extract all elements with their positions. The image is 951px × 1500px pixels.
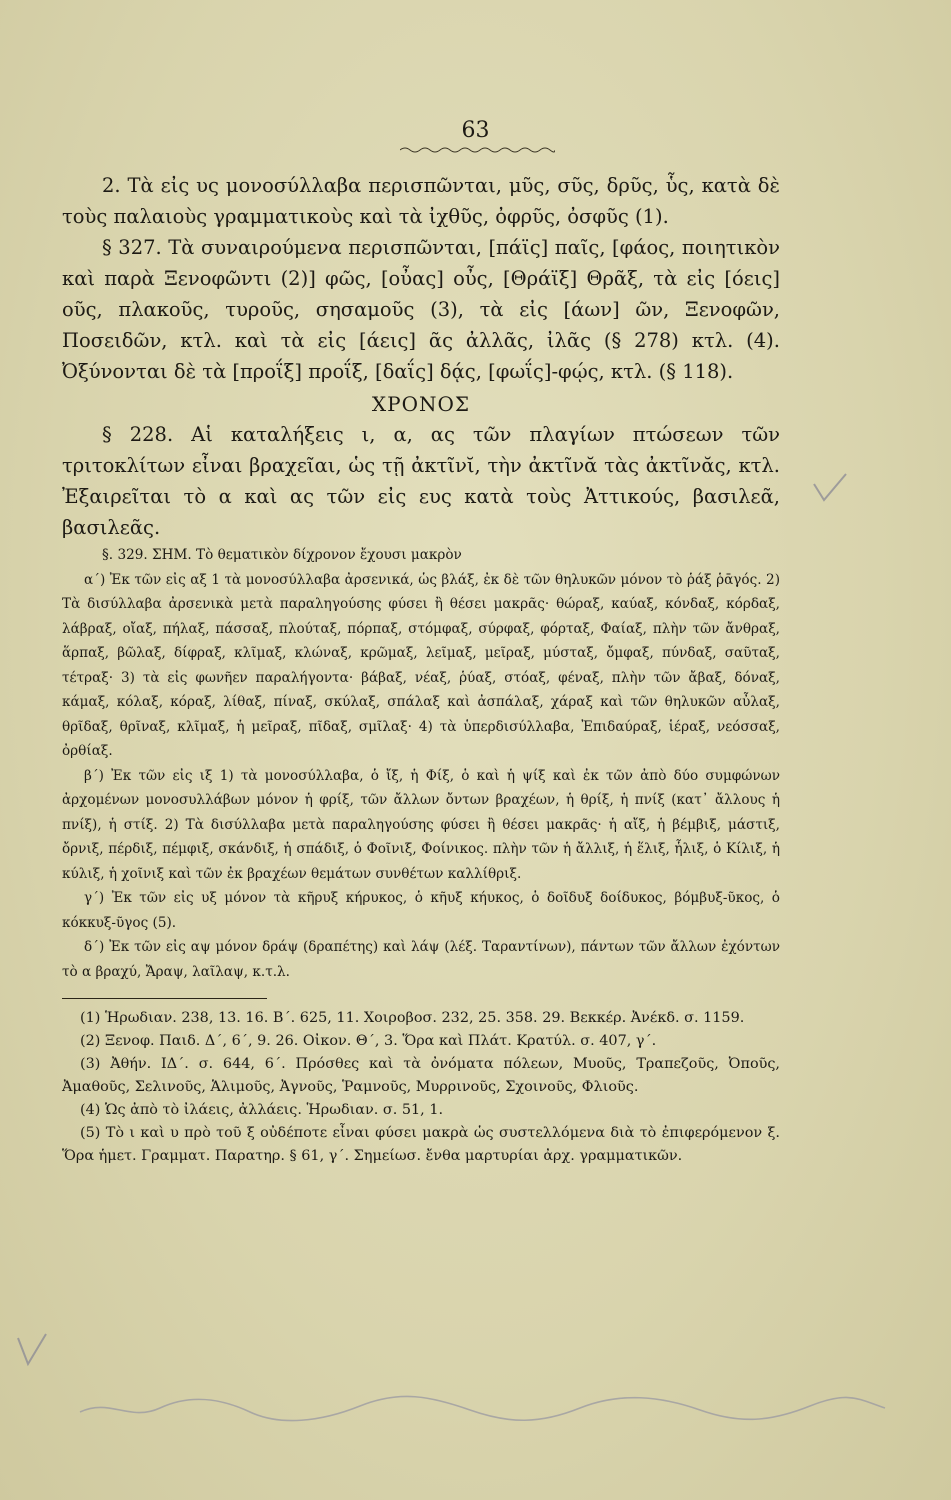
footnote-2: (2) Ξενοφ. Παιδ. Δ΄, 6΄, 9. 26. Οἰκον. Θ΄, 3. Ὅρα καὶ Πλάτ. Κρατύλ. σ. 407, γ΄. [80,1033,657,1049]
main-text [62,170,780,1168]
sub-a: α΄) Ἐκ τῶν εἰς αξ 1 τὰ μονοσύλλαβα ἀρσενικά, ὡς βλάξ, ἐκ δὲ τῶν θηλυκῶν μόνον τὸ ῥάξ ῥᾱγός. 2) Τὰ δισύλλαβα ἀρσενικὰ μετὰ παραληγούσης φύσει ἢ θέσει μακρᾶς· θώραξ, καύαξ, κόνδαξ, κόρδαξ, λάβραξ, οἴαξ, πήλαξ, πάσσαξ, πλούταξ, πόρπαξ, στόμφαξ, σύρφαξ, φόρταξ, Φαίαξ, πλὴν τῶν ἄνθραξ, ἅρπαξ, βῶλαξ, δίφραξ, κλῖμαξ, κλώναξ, κρῶμαξ, λεῖμαξ, μεῖραξ, μύσταξ, ὄμφαξ, πύνδαξ, σαῦταξ, τέτραξ· 3) τὰ εἰς φωνῆεν παραλήγοντα· βάβαξ, νέαξ, ῥύαξ, στόαξ, φέναξ, πλὴν τῶν ἄβαξ, δόναξ, κάμαξ, κόλαξ, κόραξ, λίθαξ, πίναξ, σκύλαξ, σπάλαξ καὶ ἀσπάλαξ, χάραξ καὶ τῶν θηλυκῶν αὖλαξ, θρῖδαξ, θρῖναξ, κλῖμαξ, ἡ μεῖραξ, πῖδαξ, σμῖλαξ· 4) τὰ ὑπερδισύλλαβα, Ἐπιδαύραξ, ἱέραξ, νεόσσαξ, ὀρθίαξ. [62,571,780,759]
sub-c: γ΄) Ἐκ τῶν εἰς υξ μόνον τὰ κῆρυξ κήρυκος, ὁ κῆυξ κήυκος, ὁ δοῖδυξ δοίδυκος, βόμβυξ-ῦκος, ὁ κόκκυξ-ῦγος (5). [62,890,780,931]
footnote-rule [62,998,267,999]
pencil-checkmark-left [14,1330,50,1370]
sub-d: δ΄) Ἐκ τῶν εἰς αψ μόνον δράψ (δραπέτης) καὶ λάψ (λέξ. Ταραντίνων), πάντων τῶν ἄλλων ἐχόντων τὸ α βραχύ, Ἄραψ, λαῖλαψ, κ.τ.λ. [62,939,780,980]
paragraph-2: 2. Τὰ εἰς υς μονοσύλλαβα περισπῶνται, μῦς, σῦς, δρῦς, ὗς, κατὰ δὲ τοὺς παλαιοὺς γραμματικοὺς καὶ τὰ ἰχθῦς, ὀφρῦς, ὀσφῦς (1). [62,174,780,228]
footnote-3: (3) Ἀθήν. ΙΔ΄. σ. 644, 6΄. Πρόσθες καὶ τὰ ὀνόματα πόλεων, Μυοῦς, Τραπεζοῦς, Ὀποῦς, Ἀμαθοῦς, Σελινοῦς, Ἁλιμοῦς, Ἀγνοῦς, Ῥαμνοῦς, Μυρρινοῦς, Σχοινοῦς, Φλιοῦς. [62,1056,780,1095]
section-heading: ΧΡΟΝΟΣ [371,392,471,416]
paragraph-327: § 327. Τὰ συναιρούμενα περισπῶνται, [πάϊς] παῖς, [φάος, ποιητικὸν καὶ παρὰ Ξενοφῶντι (2)] φῶς, [οὖας] οὖς, [Θράϊξ] Θρᾶξ, τὰ εἰς [όεις] οῦς, πλακοῦς, τυροῦς, σησαμοῦς (3), τὰ εἰς [άων] ῶν, Ξενοφῶν, Ποσειδῶν, κτλ. καὶ τὰ εἰς [άεις] ᾶς ἀλλᾶς, ἰλᾶς (§ 278) κτλ. (4). Ὀξύνονται δὲ τὰ [προΐξ] προΐξ, [δαΐς] δᾴς, [φωΐς]-φῴς, κτλ. (§ 118). [62,236,780,383]
pencil-scribble-note [70,1388,890,1428]
page-number: 63 [461,118,490,143]
pencil-checkmark [810,470,850,510]
footnote-1: (1) Ἡρωδιαν. 238, 13. 16. Β΄. 625, 11. Χοιροβοσ. 232, 25. 358. 29. Βεκκέρ. Ἀνέκδ. σ. 1159. [80,1010,745,1026]
paragraph-228: § 228. Αἱ καταλήξεις ι, α, ας τῶν πλαγίων πτώσεων τῶν τριτοκλίτων εἶναι βραχεῖαι, ὡς τῇ ἀκτῖνῐ, τὴν ἀκτῖνᾰ τὰς ἀκτῖνᾰς, κτλ. Ἐξαιρεῖται τὸ α καὶ ας τῶν εἰς ευς κατὰ τοὺς Ἀττικούς, βασιλεᾶ, βασιλεᾶς. [62,423,780,539]
page-number-ornament [400,146,555,154]
footnote-5: (5) Τὸ ι καὶ υ πρὸ τοῦ ξ οὐδέποτε εἶναι φύσει μακρὰ ὡς συστελλόμενα διὰ τὸ ἐπιφερόμενον ξ. Ὅρα ἡμετ. Γραμματ. Παρατηρ. § 61, γ΄. Σημείωσ. ἔνθα μαρτυρίαι ἀρχ. γραμματικῶν. [62,1125,780,1164]
sub-b: β΄) Ἐκ τῶν εἰς ιξ 1) τὰ μονοσύλλαβα, ὁ ἴξ, ἡ Φίξ, ὁ καὶ ἡ ψίξ καὶ ἐκ τῶν ἀπὸ δύο συμφώνων ἀρχομένων μονοσυλλάβων μόνον ἡ φρίξ, τῶν ἄλλων ὄντων βραχέων, ἡ θρίξ, ἡ πνίξ (κατ᾽ ἄλλους ἡ πνίξ), ἡ στίξ. 2) Τὰ δισύλλαβα μετὰ παραληγούσης φύσει ἢ θέσει μακρᾶς· ἡ αἴξ, ἡ βέμβιξ, μάστιξ, ὄρνιξ, πέρδιξ, πέμφιξ, σκάνδιξ, ἡ σπάδιξ, ὁ Φοῖνιξ, Φοίνικος. πλὴν τῶν ἡ ἄλλιξ, ἡ ἕλιξ, ἧλιξ, ὁ Κίλιξ, ἡ κύλιξ, ἡ χοῖνιξ καὶ τῶν ἐκ βραχέων θεμάτων συνθέτων καλλίθριξ. [62,767,780,882]
paragraph-329: §. 329. ΣΗΜ. Τὸ θεματικὸν δίχρονον ἔχουσι μακρὸν [102,547,462,563]
footnote-4: (4) Ὡς ἀπὸ τὸ ἰλάεις, ἀλλάεις. Ἡρωδιαν. σ. 51, 1. [80,1102,444,1118]
